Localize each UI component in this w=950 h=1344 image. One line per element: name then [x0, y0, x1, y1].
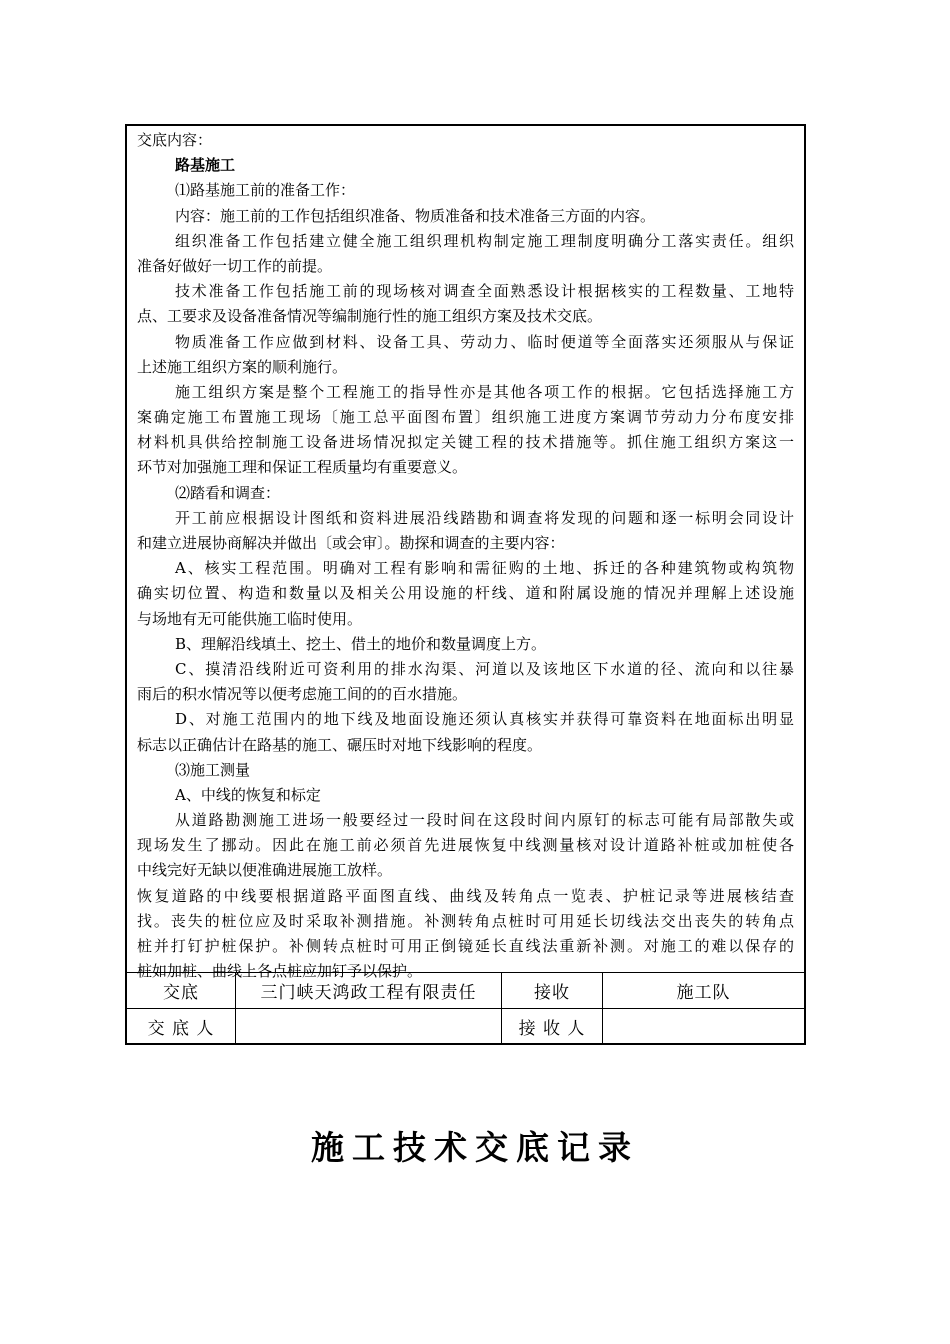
text-line: 标志以正确估计在路基的施工、碾压时对地下线影响的程度。	[137, 735, 543, 754]
handover-header-cell: 交底	[127, 972, 235, 1008]
receiver-person-field	[602, 1008, 804, 1043]
content-cell	[127, 126, 804, 981]
text-line: 中线完好无缺以便准确进展施工放样。	[137, 861, 393, 880]
receive-header-cell: 接收	[501, 972, 602, 1008]
text-line: ⑶施工测量	[175, 760, 251, 779]
text-line: B、理解沿线填土、挖土、借土的地价和数量调度上方。	[175, 634, 547, 653]
text-line: 案确定施工布置施工现场〔施工总平面图布置〕组织施工进度方案调节劳动力分布度安排	[137, 408, 794, 427]
text-line: 施工组织方案是整个工程施工的指导性亦是其他各项工作的根据。它包括选择施工方	[175, 382, 794, 401]
text-line: C、摸清沿线附近可资利用的排水沟渠、河道以及该地区下水道的径、流向和以往暴	[175, 659, 794, 678]
text-line: 开工前应根据设计图纸和资料进展沿线踏勘和调查将发现的问题和逐一标明会同设计	[175, 508, 794, 527]
text-line: 材料机具供给控制施工设备进场情况拟定关键工程的技术措施等。抓住施工组织方案这一	[137, 433, 794, 452]
text-line: 技术准备工作包括施工前的现场核对调查全面熟悉设计根据核实的工程数量、工地特	[175, 282, 794, 301]
page-title: 施工技术交底记录	[311, 1128, 639, 1167]
signoff-grid	[127, 972, 804, 1043]
handover-record-table	[125, 124, 806, 1045]
text-line: 桩并打钉护桩保护。补侧转点桩时可用正倒镜延长直线法重新补测。对施工的难以保存的	[137, 937, 794, 955]
text-line: D、对施工范围内的地下线及地面设施还须认真核实并获得可靠资料在地面标出明显	[175, 710, 794, 729]
text-line: 点、工要求及设备准备情况等编制施行性的施工组织方案及技术交底。	[137, 307, 603, 326]
text-line: 组织准备工作包括建立健全施工组织理机构制定施工理制度明确分工落实责任。组织	[175, 231, 794, 250]
company-name-cell: 三门峡天鸿政工程有限责任	[235, 972, 501, 1008]
receiver-person-label: 接 收 人	[501, 1008, 602, 1043]
text-line: ⑴路基施工前的准备工作：	[175, 181, 356, 200]
text-line: ⑵踏看和调查：	[175, 483, 281, 502]
handover-person-field	[235, 1008, 501, 1043]
text-line: 与场地有无可能供施工临时使用。	[137, 609, 363, 628]
text-line: A、核实工程范围。明确对工程有影响和需征购的土地、拆迁的各种建筑物或构筑物	[175, 559, 794, 578]
text-line: 从道路勘测施工进场一般要经过一段时间在这段时间内原钉的标志可能有局部散失或	[175, 811, 794, 830]
text-line: A、中线的恢复和标定	[175, 785, 321, 804]
content-label: 交底内容：	[137, 131, 213, 149]
text-line: 准备好做好一切工作的前提。	[137, 256, 333, 275]
text-line: 环节对加强施工理和保证工程质量均有重要意义。	[137, 458, 468, 477]
text-line: 确实切位置、构造和数量以及相关公用设施的杆线、道和附属设施的情况并理解上述设施	[137, 584, 794, 603]
text-line: 物质准备工作应做到材料、设备工具、劳动力、临时便道等全面落实还须服从与保证	[175, 332, 794, 351]
text-line: 现场发生了挪动。因此在施工前必须首先进展恢复中线测量核对设计道路补桩或加桩使各	[137, 836, 794, 855]
text-line: 上述施工组织方案的顺利施行。	[137, 357, 348, 376]
text-line: 恢复道路的中线要根据道路平面图直线、曲线及转角点一览表、护桩记录等进展核结查	[137, 886, 794, 905]
text-line: 内容：施工前的工作包括组织准备、物质准备和技术准备三方面的内容。	[175, 206, 656, 225]
text-line: 找。丧失的桩位应及时采取补测措施。补测转角点桩时可用延长切线法交出丧失的转角点	[137, 911, 794, 930]
text-line: 雨后的积水情况等以便考虑施工间的的百水措施。	[137, 685, 468, 704]
text-line: 桩如加桩、曲线上各点桩应加钉予以保护。	[137, 962, 423, 981]
construction-team-cell: 施工队	[602, 972, 804, 1008]
section-heading: 路基施工	[175, 156, 236, 175]
handover-person-label: 交 底 人	[127, 1008, 235, 1043]
text-line: 和建立进展协商解决并做出〔或会审〕。勘探和调查的主要内容：	[137, 534, 565, 552]
